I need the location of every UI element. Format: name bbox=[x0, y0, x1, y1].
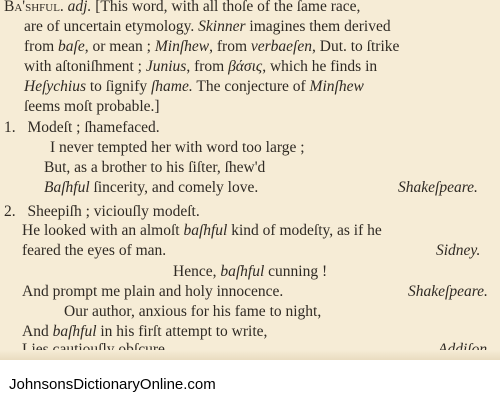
quote-line: And prompt me plain and holy innocence. bbox=[22, 283, 284, 300]
quote-line bbox=[44, 179, 258, 197]
sense-number: 1. bbox=[4, 119, 16, 136]
etymology-word: βάσις bbox=[228, 58, 263, 75]
etymology-text: [This word, with all thoſe of the ſame race, bbox=[91, 0, 361, 15]
etymology-author: Junius bbox=[145, 58, 187, 75]
etymology-author: Heſychius bbox=[24, 78, 86, 95]
definition-text: Modeſt ; ſhamefaced. bbox=[27, 119, 160, 136]
etymology-author: Skinner bbox=[198, 18, 246, 35]
etymology-text: , Dut. to ſtrike bbox=[312, 38, 400, 55]
etymology-text: ſeems moſt probable.] bbox=[24, 98, 160, 115]
etymology-text: , or mean ; bbox=[84, 38, 155, 55]
headword-in-quote: baſhful bbox=[52, 323, 97, 340]
quote-text: ſincerity, and comely love. bbox=[89, 179, 259, 196]
quote-text: kind of modeſty, as if he bbox=[227, 222, 382, 239]
quote-line: I never tempted her with word too large ; bbox=[50, 139, 305, 156]
part-of-speech: adj. bbox=[63, 0, 92, 15]
etymology-word: baſe bbox=[58, 38, 85, 55]
quote-line: Our author, anxious for his fame to night, bbox=[64, 303, 322, 320]
headword-in-quote: Baſhful bbox=[44, 179, 90, 196]
etymology-line bbox=[24, 58, 377, 76]
quote-text: He looked with an almoſt bbox=[22, 222, 184, 239]
etymology-line bbox=[24, 98, 160, 116]
etymology-author: Minſhew bbox=[309, 78, 364, 95]
quote-source: Shakeſpeare. bbox=[408, 283, 488, 300]
etymology-author: Minſhew bbox=[154, 38, 210, 55]
etymology-text: imagines them derived bbox=[245, 18, 391, 35]
sense-1-definition bbox=[4, 119, 160, 137]
etymology-text: from bbox=[24, 38, 59, 55]
definition-text: Sheepiſh ; viciouſly modeſt. bbox=[27, 203, 200, 220]
quote-line bbox=[173, 263, 327, 281]
etymology-text: with aſtoniſhment ; bbox=[24, 58, 146, 75]
site-footer bbox=[0, 360, 500, 405]
quote-line bbox=[22, 222, 382, 240]
quote-source: Sidney. bbox=[436, 242, 481, 259]
etymology-text: , which he finds in bbox=[262, 58, 378, 75]
quote-line: feared the eyes of man. bbox=[22, 242, 167, 259]
quote-text: cunning ! bbox=[264, 263, 328, 280]
headword-in-quote: baſhful bbox=[183, 222, 228, 239]
page-cut-edge bbox=[0, 350, 500, 360]
etymology-text: , from bbox=[209, 38, 251, 55]
headword-in-quote: baſhful bbox=[220, 263, 265, 280]
etymology-line bbox=[24, 78, 364, 96]
etymology-line bbox=[24, 38, 399, 56]
sense-2-definition bbox=[4, 203, 200, 221]
etymology-text: to ſignify bbox=[85, 78, 151, 95]
quote-line: But, as a brother to his ſiſter, ſhew'd bbox=[44, 159, 266, 176]
quote-text: And bbox=[22, 323, 53, 340]
quote-text: in his firſt attempt to write, bbox=[96, 323, 268, 340]
quote-source: Shakeſpeare. bbox=[398, 179, 478, 196]
etymology-word: ſhame. bbox=[151, 78, 193, 95]
quote-line bbox=[22, 323, 267, 341]
etymology-text: are of uncertain etymology. bbox=[24, 18, 199, 35]
etymology-text: The conjecture of bbox=[192, 78, 310, 95]
sense-number: 2. bbox=[4, 203, 16, 220]
site-name: JohnsonsDictionaryOnline.com bbox=[9, 376, 216, 393]
quote-text: Hence, bbox=[173, 263, 221, 280]
headword: Ba'shful. bbox=[4, 0, 64, 15]
etymology-word: verbaeſen bbox=[250, 38, 312, 55]
headword-line bbox=[4, 0, 360, 16]
etymology-text: , from bbox=[186, 58, 229, 75]
etymology-line bbox=[24, 18, 391, 36]
